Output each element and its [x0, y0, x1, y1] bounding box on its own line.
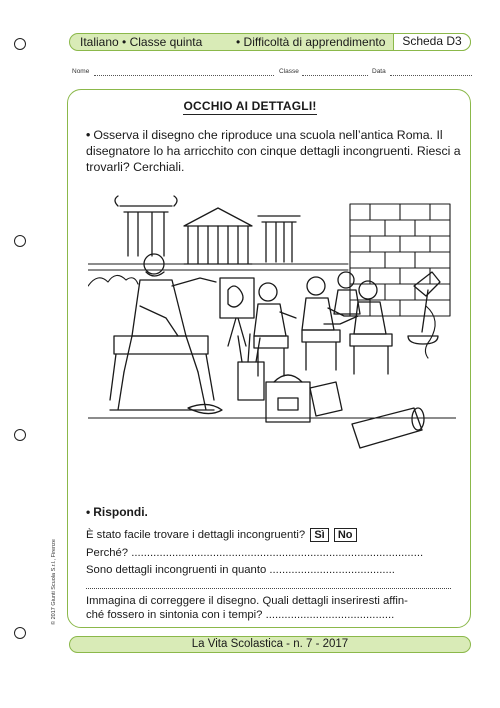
rolled-scroll [352, 408, 424, 448]
desk-lamp-icon [408, 272, 440, 358]
header-subject: Italiano • Classe quinta [80, 35, 203, 49]
yes-checkbox[interactable]: Sì [310, 528, 328, 542]
sheet-label: Scheda D3 [393, 33, 471, 51]
temple-background [184, 208, 252, 264]
class-label: Classe [279, 68, 299, 75]
pupil-figure [334, 272, 360, 314]
header-topic: • Difficoltà di apprendimento [236, 35, 386, 49]
scroll-vase [238, 334, 264, 400]
column-right [258, 216, 300, 262]
punch-hole [14, 627, 26, 639]
footer-bar [69, 636, 471, 653]
answer-line[interactable] [86, 588, 451, 589]
student-fields [72, 68, 472, 80]
answer-heading: • Rispondi. [86, 505, 148, 519]
name-label: Nome [72, 68, 90, 75]
roman-school-illustration[interactable] [88, 186, 456, 494]
question-why[interactable]: Perché? ............................................................................................. [86, 547, 424, 559]
punch-hole [14, 38, 26, 50]
book-case [310, 382, 342, 416]
page-title: OCCHIO AI DETTAGLI! [183, 99, 317, 113]
question-reason[interactable]: Sono dettagli incongruenti in quanto ........................................ [86, 564, 395, 576]
backpack-icon [266, 375, 310, 422]
no-checkbox[interactable]: No [334, 528, 357, 542]
question-correct-line1: Immagina di correggere il disegno. Quali dettagli inseriresti affin- [86, 595, 408, 607]
punch-hole [14, 429, 26, 441]
column-left [115, 196, 177, 256]
instruction [86, 127, 466, 175]
footer-text: La Vita Scolastica - n. 7 - 2017 [191, 638, 349, 650]
class-field[interactable] [302, 75, 368, 76]
teacher-figure [110, 254, 216, 410]
copyright-credit: © 2017 Giunti Scuola S.r.l., Firenze [51, 539, 57, 625]
date-label: Data [372, 68, 386, 75]
date-field[interactable] [390, 75, 472, 76]
name-field[interactable] [94, 75, 274, 76]
easel-chart [220, 278, 254, 346]
instruction-text: Osserva il disegno che riproduce una scuola nell’antica Roma. Il disegnatore lo ha arricchito con cinque dettagli incongruenti. Riesci a trovarli? Cerchiali. [86, 128, 461, 174]
question-correct-line2[interactable]: ché fossero in sintonia con i tempi? ......................................... [86, 609, 395, 621]
header-bar [69, 33, 471, 51]
question-easy: È stato facile trovare i dettagli incongruenti? Sì No [86, 528, 357, 542]
bullet: • [86, 128, 91, 142]
brick-wall [350, 204, 450, 316]
punch-hole [14, 235, 26, 247]
pupil-figure [324, 281, 392, 374]
